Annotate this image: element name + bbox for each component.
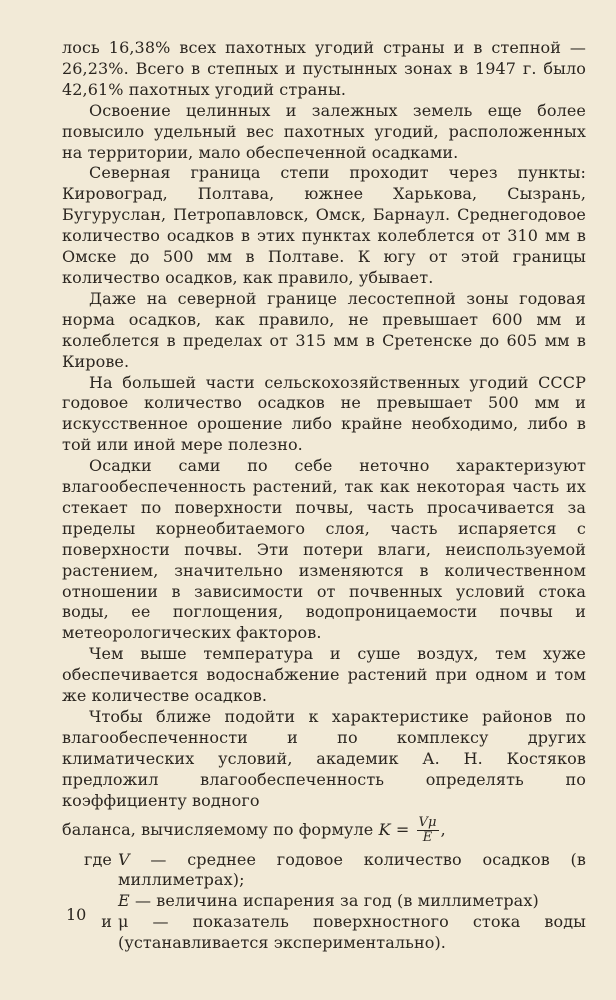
definition-text: — величина испарения за год (в миллиметрах) bbox=[134, 891, 539, 911]
paragraph: Даже на северной границе лесостепной зоны годовая норма осадков, как правило, не превышает 600 мм и колеблется в пределах от 315 мм в Сретенске до 605 мм в Кирове. bbox=[62, 288, 586, 371]
definition-mu bbox=[62, 912, 586, 954]
variable-definitions bbox=[62, 850, 586, 955]
definition-text: — показатель поверхностного стока воды (устанавливается экспериментально). bbox=[118, 912, 586, 953]
definition-text: — среднее годовое количество осадков (в миллиметрах); bbox=[118, 849, 586, 890]
definition-e bbox=[62, 891, 586, 912]
definition-v bbox=[62, 850, 586, 892]
formula-suffix: , bbox=[440, 819, 446, 839]
definition-symbol: μ bbox=[118, 912, 129, 932]
paragraph: На большей части сельскохозяйственных угодий СССР годовое количество осадков не превышает 500 мм и искусственное орошение либо крайне необходимо, либо в той или иной мере полезно. bbox=[62, 372, 586, 455]
definition-lead: где bbox=[83, 849, 112, 869]
paragraph: лось 16,38% всех пахотных угодий страны и в степной — 26,23%. Всего в степных и пустынных зонах в 1947 г. было 42,61% пахотных угодий страны. bbox=[62, 38, 586, 99]
paragraph: Чтобы ближе подойти к характеристике районов по влагообеспеченности и по комплексу других климатических условий, академик А. Н. Костяков предложил влагообеспеченность определять по коэффициенту водного bbox=[62, 707, 586, 810]
formula-lhs: K bbox=[378, 819, 391, 839]
formula-prefix: баланса, вычисляемому по формуле bbox=[62, 819, 374, 839]
paragraph: Освоение целинных и залежных земель еще более повысило удельный вес пахотных угодий, расположенных на территории, мало обеспеченной осадками. bbox=[62, 100, 586, 162]
formula-line bbox=[62, 812, 586, 848]
formula-fraction bbox=[417, 816, 439, 845]
definition-lead: и bbox=[101, 912, 112, 932]
definition-symbol: V bbox=[118, 849, 130, 869]
paragraph: Осадки сами по себе неточно характеризуют влагообеспеченность растений, так как некоторая часть их стекает по поверхности почвы, часть просачивается за пределы корнеобитаемого слоя, часть испаряется с поверхности почвы. Эти потери влаги, неиспользуемой растением, значительно изменяются в количественном отношении в зависимости от почвенных условий стока воды, ее поглощения, водопроницаемости почвы и метеорологических факторов. bbox=[62, 456, 586, 643]
page-number: 10 bbox=[66, 905, 87, 924]
formula-eq: = bbox=[395, 819, 410, 839]
body-text bbox=[62, 38, 586, 954]
formula-numerator: Vμ bbox=[418, 814, 437, 830]
formula-denominator: E bbox=[422, 829, 433, 845]
paragraph: Северная граница степи проходит через пункты: Кировоград, Полтава, южнее Харькова, Сызрань, Бугуруслан, Петропавловск, Омск, Барнаул. Среднегодовое количество осадков в этих пунктах колеблется от 310 мм в Омске до 500 мм в Полтаве. К югу от этой границы количество осадков, как правило, убывает. bbox=[62, 163, 586, 287]
paragraph: Чем выше температура и суше воздух, тем хуже обеспечивается водоснабжение растений при одном и том же количестве осадков. bbox=[62, 644, 586, 706]
definition-symbol: E bbox=[118, 891, 130, 911]
